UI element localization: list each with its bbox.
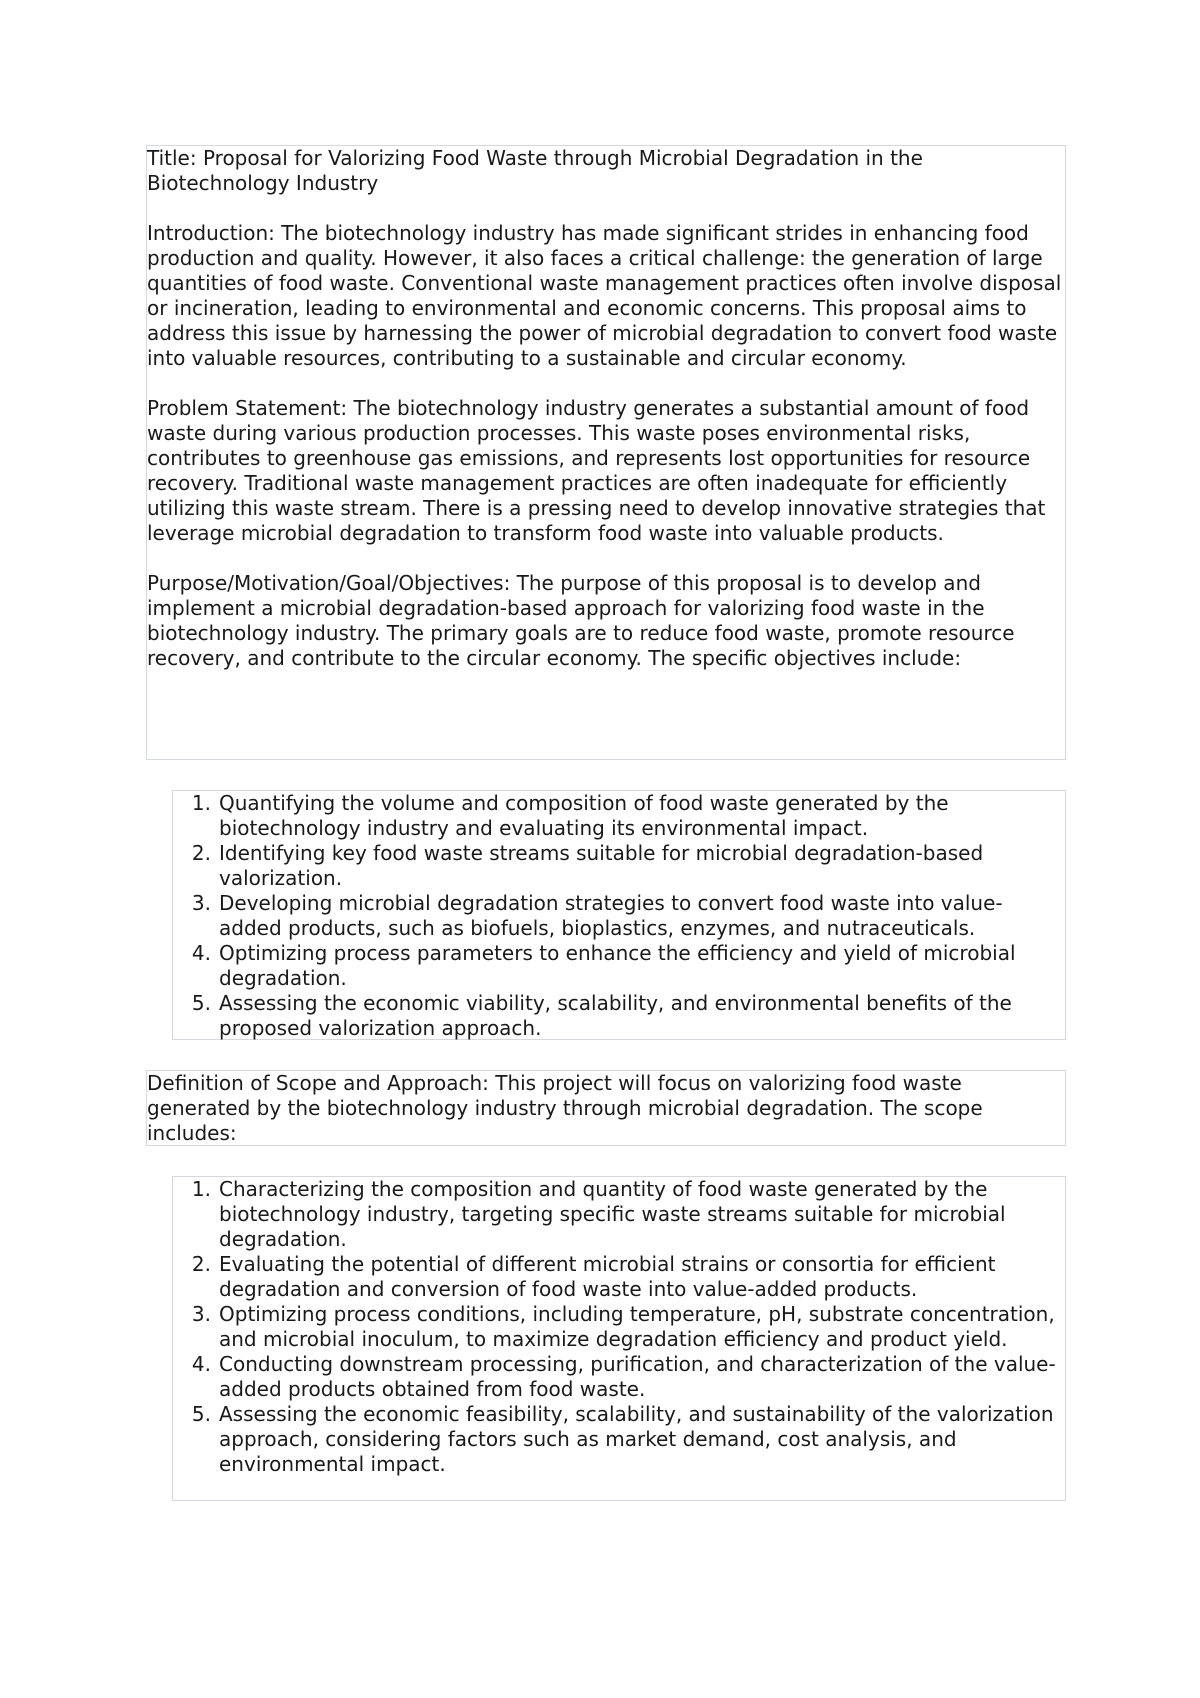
list-item-number: 3.	[191, 891, 211, 915]
objectives-list-section	[172, 790, 1066, 1040]
scope-list-section	[172, 1176, 1066, 1501]
scope-list	[173, 1177, 1065, 1477]
list-item	[173, 1302, 1065, 1352]
list-item-number: 4.	[191, 941, 211, 965]
list-item-number: 2.	[191, 1252, 211, 1276]
list-item	[173, 1352, 1065, 1402]
list-item-number: 1.	[191, 1177, 211, 1201]
introduction-paragraph: Introduction: The biotechnology industry has made significant strides in enhancing food production and quality. However, it also faces a critical challenge: the generation of large quantities of food waste. Conventional waste management practices often involve disposal or incineration, leading to environmental and economic concerns. This proposal aims to address this issue by harnessing the power of microbial degradation to convert food waste into valuable resources, contributing to a sustainable and circular economy.	[147, 221, 1062, 370]
list-item-number: 3.	[191, 1302, 211, 1326]
list-item-text: Developing microbial degradation strategies to convert food waste into value-added products, such as biofuels, bioplastics, enzymes, and nutraceuticals.	[219, 891, 1003, 940]
list-item-text: Quantifying the volume and composition of food waste generated by the biotechnology industry and evaluating its environmental impact.	[219, 791, 949, 840]
list-item-text: Conducting downstream processing, purification, and characterization of the value-added products obtained from food waste.	[219, 1352, 1056, 1401]
document-title: Title: Proposal for Valorizing Food Waste through Microbial Degradation in the Biotechnology Industry	[147, 146, 923, 195]
intro-section	[146, 145, 1066, 760]
scope-definition-paragraph: Definition of Scope and Approach: This project will focus on valorizing food waste generated by the biotechnology industry through microbial degradation. The scope includes:	[147, 1071, 983, 1145]
objectives-list	[173, 791, 1065, 1041]
list-item	[173, 941, 1065, 991]
list-item	[173, 991, 1065, 1041]
purpose-paragraph: Purpose/Motivation/Goal/Objectives: The purpose of this proposal is to develop and implement a microbial degradation-based approach for valorizing food waste in the biotechnology industry. The primary goals are to reduce food waste, promote resource recovery, and contribute to the circular economy. The specific objectives include:	[147, 571, 1015, 670]
list-item-text: Evaluating the potential of different microbial strains or consortia for efficient degradation and conversion of food waste into value-added products.	[219, 1252, 996, 1301]
list-item-number: 5.	[191, 1402, 211, 1426]
list-item-number: 4.	[191, 1352, 211, 1376]
list-item-text: Characterizing the composition and quantity of food waste generated by the biotechnology industry, targeting specific waste streams suitable for microbial degradation.	[219, 1177, 1006, 1251]
list-item	[173, 791, 1065, 841]
list-item-text: Assessing the economic feasibility, scalability, and sustainability of the valorization approach, considering factors such as market demand, cost analysis, and environmental impact.	[219, 1402, 1054, 1476]
list-item	[173, 1177, 1065, 1252]
list-item-number: 2.	[191, 841, 211, 865]
list-item-number: 5.	[191, 991, 211, 1015]
list-item	[173, 891, 1065, 941]
problem-statement-paragraph: Problem Statement: The biotechnology industry generates a substantial amount of food waste during various production processes. This waste poses environmental risks, contributes to greenhouse gas emissions, and represents lost opportunities for resource recovery. Traditional waste management practices are often inadequate for efficiently utilizing this waste stream. There is a pressing need to develop innovative strategies that leverage microbial degradation to transform food waste into valuable products.	[147, 396, 1046, 545]
list-item	[173, 841, 1065, 891]
list-item-text: Optimizing process parameters to enhance the efficiency and yield of microbial degradation.	[219, 941, 1016, 990]
list-item	[173, 1402, 1065, 1477]
list-item-text: Assessing the economic viability, scalability, and environmental benefits of the proposed valorization approach.	[219, 991, 1012, 1040]
list-item-text: Optimizing process conditions, including temperature, pH, substrate concentration, and microbial inoculum, to maximize degradation efficiency and product yield.	[219, 1302, 1055, 1351]
list-item	[173, 1252, 1065, 1302]
scope-definition-section	[146, 1070, 1066, 1146]
list-item-number: 1.	[191, 791, 211, 815]
list-item-text: Identifying key food waste streams suitable for microbial degradation-based valorization.	[219, 841, 984, 890]
